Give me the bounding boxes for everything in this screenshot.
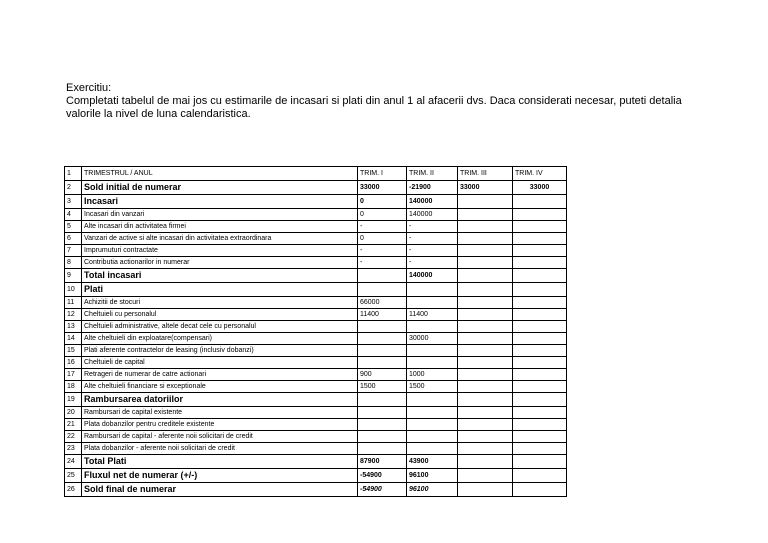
table-row — [65, 443, 567, 455]
row-label: Sold initial de numerar — [82, 181, 358, 195]
trim-3-value — [458, 195, 513, 209]
row-number: 25 — [65, 469, 82, 483]
trim-2-value: - — [407, 221, 458, 233]
table-row — [65, 181, 567, 195]
row-number: 11 — [65, 297, 82, 309]
trim-4-value — [513, 357, 567, 369]
trim-2-value: 96100 — [407, 469, 458, 483]
row-number: 20 — [65, 407, 82, 419]
table-row — [65, 221, 567, 233]
row-number: 23 — [65, 443, 82, 455]
row-label: Alte cheltuieli financiare si exceptionale — [82, 381, 358, 393]
trim-1-value: -54900 — [358, 469, 407, 483]
row-label: Plata dobanzilor pentru creditele existente — [82, 419, 358, 431]
trim-4-value — [513, 469, 567, 483]
trim-2-value: 96100 — [407, 483, 458, 497]
row-number: 3 — [65, 195, 82, 209]
row-label: Achizitii de stocuri — [82, 297, 358, 309]
table-row — [65, 431, 567, 443]
table-row — [65, 283, 567, 297]
row-label: Cheltuieli de capital — [82, 357, 358, 369]
row-label: Contributia actionarilor in numerar — [82, 257, 358, 269]
trim-3-value — [458, 209, 513, 221]
table-row — [65, 483, 567, 497]
row-number: 10 — [65, 283, 82, 297]
row-label: Rambursari de capital existente — [82, 407, 358, 419]
table-row — [65, 309, 567, 321]
trim-3-value — [458, 283, 513, 297]
trim-1-value: - — [358, 245, 407, 257]
trim-4-value — [513, 297, 567, 309]
trim-2-value: - — [407, 257, 458, 269]
trim-3-value — [458, 443, 513, 455]
trim-4-value — [513, 321, 567, 333]
header-period-label: TRIMESTRUL / ANUL — [82, 167, 358, 181]
row-number: 7 — [65, 245, 82, 257]
trim-4-value — [513, 381, 567, 393]
row-number: 16 — [65, 357, 82, 369]
row-label: Alte cheltuieli din exploatare(compensari) — [82, 333, 358, 345]
row-label: Plati — [82, 283, 358, 297]
table-row — [65, 345, 567, 357]
trim-1-value — [358, 345, 407, 357]
trim-3-value — [458, 321, 513, 333]
table-row — [65, 297, 567, 309]
trim-3-value — [458, 381, 513, 393]
table-row — [65, 419, 567, 431]
row-number: 26 — [65, 483, 82, 497]
trim-2-value — [407, 443, 458, 455]
trim-3-value — [458, 455, 513, 469]
trim-3-value — [458, 469, 513, 483]
table-row — [65, 381, 567, 393]
trim-2-value — [407, 407, 458, 419]
trim-4-value — [513, 483, 567, 497]
row-number: 17 — [65, 369, 82, 381]
row-number: 18 — [65, 381, 82, 393]
trim-4-value — [513, 333, 567, 345]
trim-1-value: 0 — [358, 233, 407, 245]
exercise-instructions-line1: Completati tabelul de mai jos cu estimarile de incasari si plati din anul 1 al afacerii dvs. Daca considerati necesar, puteti detalia — [66, 95, 682, 107]
trim-1-value: 0 — [358, 195, 407, 209]
table-row — [65, 407, 567, 419]
table-row — [65, 195, 567, 209]
header-trim-2: TRIM. II — [407, 167, 458, 181]
trim-2-value: 1000 — [407, 369, 458, 381]
trim-1-value: 0 — [358, 209, 407, 221]
row-number: 24 — [65, 455, 82, 469]
trim-3-value — [458, 221, 513, 233]
row-number: 2 — [65, 181, 82, 195]
header-trim-1: TRIM. I — [358, 167, 407, 181]
table-row — [65, 369, 567, 381]
row-number: 4 — [65, 209, 82, 221]
exercise-instructions-line2: valorile la nivel de luna calendaristica. — [66, 108, 251, 120]
row-label: Alte incasari din activitatea firmei — [82, 221, 358, 233]
row-label: Rambursari de capital - aferente noii solicitari de credit — [82, 431, 358, 443]
row-label: Incasari — [82, 195, 358, 209]
trim-3-value — [458, 357, 513, 369]
trim-1-value: 900 — [358, 369, 407, 381]
row-label: Plata dobanzilor - aferente noii solicitari de credit — [82, 443, 358, 455]
trim-2-value — [407, 297, 458, 309]
table-row — [65, 469, 567, 483]
row-label: Vanzari de active si alte incasari din activitatea extraordinara — [82, 233, 358, 245]
row-label: Rambursarea datoriilor — [82, 393, 358, 407]
trim-3-value — [458, 269, 513, 283]
trim-3-value — [458, 419, 513, 431]
trim-4-value — [513, 195, 567, 209]
trim-4-value — [513, 443, 567, 455]
row-number: 9 — [65, 269, 82, 283]
trim-4-value — [513, 269, 567, 283]
trim-3-value — [458, 431, 513, 443]
trim-3-value — [458, 345, 513, 357]
table-row — [65, 333, 567, 345]
trim-3-value — [458, 245, 513, 257]
trim-2-value: 140000 — [407, 269, 458, 283]
trim-1-value — [358, 407, 407, 419]
trim-1-value: 33000 — [358, 181, 407, 195]
trim-1-value — [358, 431, 407, 443]
table-row — [65, 321, 567, 333]
trim-2-value: 1500 — [407, 381, 458, 393]
trim-2-value: - — [407, 233, 458, 245]
table-row — [65, 245, 567, 257]
row-number: 6 — [65, 233, 82, 245]
header-trim-4: TRIM. IV — [513, 167, 567, 181]
trim-1-value: 1500 — [358, 381, 407, 393]
table-header-row — [65, 167, 567, 181]
trim-4-value — [513, 393, 567, 407]
trim-3-value: 33000 — [458, 181, 513, 195]
trim-3-value — [458, 333, 513, 345]
trim-1-value: - — [358, 221, 407, 233]
exercise-title: Exercitiu: — [66, 82, 112, 94]
trim-2-value — [407, 321, 458, 333]
trim-2-value — [407, 431, 458, 443]
trim-3-value — [458, 309, 513, 321]
row-label: Total Plati — [82, 455, 358, 469]
trim-1-value — [358, 393, 407, 407]
row-number: 19 — [65, 393, 82, 407]
trim-4-value — [513, 455, 567, 469]
trim-2-value — [407, 393, 458, 407]
row-label: Incasari din vanzari — [82, 209, 358, 221]
trim-4-value — [513, 407, 567, 419]
table-row — [65, 269, 567, 283]
trim-3-value — [458, 393, 513, 407]
trim-1-value — [358, 357, 407, 369]
trim-4-value — [513, 257, 567, 269]
trim-1-value: 11400 — [358, 309, 407, 321]
cash-flow-table — [64, 166, 567, 497]
trim-1-value: 66000 — [358, 297, 407, 309]
row-label: Total incasari — [82, 269, 358, 283]
trim-2-value: 43900 — [407, 455, 458, 469]
row-number: 21 — [65, 419, 82, 431]
trim-3-value — [458, 407, 513, 419]
row-label: Fluxul net de numerar (+/-) — [82, 469, 358, 483]
row-number: 5 — [65, 221, 82, 233]
trim-1-value: 87900 — [358, 455, 407, 469]
trim-4-value — [513, 221, 567, 233]
trim-4-value — [513, 209, 567, 221]
trim-4-value — [513, 431, 567, 443]
trim-2-value — [407, 419, 458, 431]
trim-1-value — [358, 321, 407, 333]
trim-1-value — [358, 443, 407, 455]
row-number: 12 — [65, 309, 82, 321]
trim-2-value: - — [407, 245, 458, 257]
row-label: Imprumuturi contractate — [82, 245, 358, 257]
trim-3-value — [458, 483, 513, 497]
table-row — [65, 455, 567, 469]
trim-4-value — [513, 283, 567, 297]
row-label: Plati aferente contractelor de leasing (inclusiv dobanzi) — [82, 345, 358, 357]
trim-1-value: -54900 — [358, 483, 407, 497]
table-row — [65, 393, 567, 407]
table-row — [65, 233, 567, 245]
table-row — [65, 209, 567, 221]
row-number: 15 — [65, 345, 82, 357]
trim-4-value: 33000 — [513, 181, 567, 195]
trim-1-value — [358, 283, 407, 297]
table-row — [65, 357, 567, 369]
trim-3-value — [458, 297, 513, 309]
trim-2-value — [407, 345, 458, 357]
trim-4-value — [513, 345, 567, 357]
trim-2-value: 140000 — [407, 209, 458, 221]
exercise-intro — [66, 82, 756, 121]
trim-2-value — [407, 283, 458, 297]
row-number: 13 — [65, 321, 82, 333]
row-label: Cheltuieli cu personalul — [82, 309, 358, 321]
row-number: 8 — [65, 257, 82, 269]
trim-2-value: -21900 — [407, 181, 458, 195]
trim-1-value — [358, 333, 407, 345]
trim-4-value — [513, 309, 567, 321]
trim-3-value — [458, 369, 513, 381]
trim-1-value — [358, 419, 407, 431]
table-row — [65, 257, 567, 269]
trim-3-value — [458, 257, 513, 269]
trim-2-value: 140000 — [407, 195, 458, 209]
trim-1-value: - — [358, 257, 407, 269]
header-trim-3: TRIM. III — [458, 167, 513, 181]
trim-3-value — [458, 233, 513, 245]
trim-4-value — [513, 245, 567, 257]
trim-4-value — [513, 419, 567, 431]
row-number: 22 — [65, 431, 82, 443]
row-number: 14 — [65, 333, 82, 345]
trim-2-value — [407, 357, 458, 369]
row-label: Sold final de numerar — [82, 483, 358, 497]
trim-2-value: 11400 — [407, 309, 458, 321]
trim-1-value — [358, 269, 407, 283]
row-label: Cheltuieli administrative, altele decat cele cu personalul — [82, 321, 358, 333]
trim-2-value: 30000 — [407, 333, 458, 345]
row-number: 1 — [65, 167, 82, 181]
trim-4-value — [513, 233, 567, 245]
trim-4-value — [513, 369, 567, 381]
row-label: Retrageri de numerar de catre actionari — [82, 369, 358, 381]
